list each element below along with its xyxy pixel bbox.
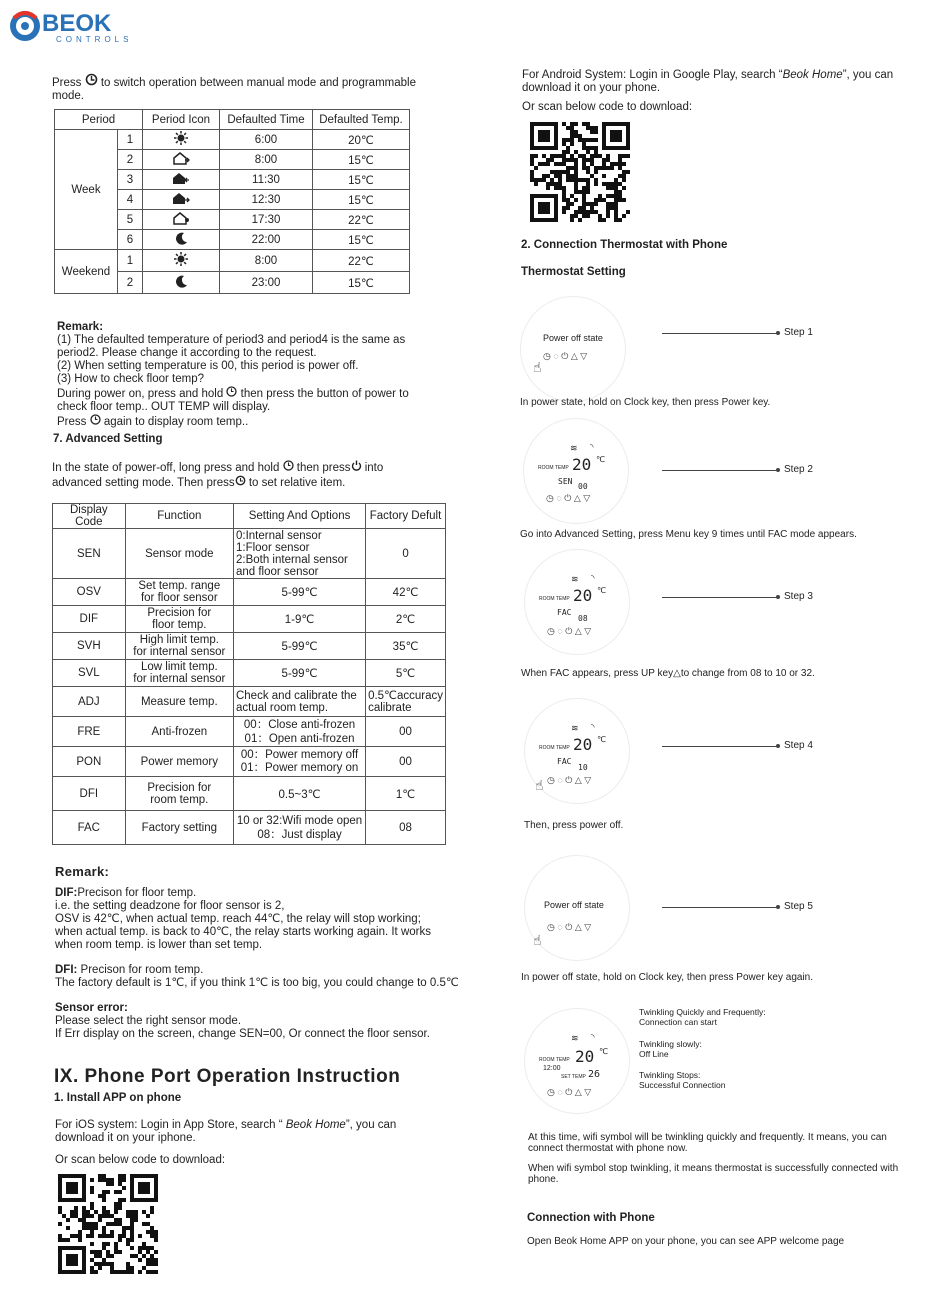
- table-row: 2 8:00 15℃: [55, 150, 410, 170]
- power-icon: [351, 460, 362, 473]
- moon-icon: [143, 230, 220, 250]
- step-4-label: Step 4: [784, 740, 813, 751]
- ios-instructions: For iOS system: Login in App Store, search “ Beok Home”, you can download it on your iphone.: [55, 1119, 397, 1144]
- table-row: DFI Precision for room temp. 0.5~3℃ 1℃: [53, 777, 446, 811]
- install-app-subtitle: 1. Install APP on phone: [54, 1092, 182, 1104]
- table-row: OSV Set temp. range for floor sensor 5-99℃ 42℃: [53, 579, 446, 606]
- step-3-label: Step 3: [784, 591, 813, 602]
- step-5-caption: In power off state, hold on Clock key, then press Power key again.: [521, 972, 814, 983]
- table-row: 5 17:30 22℃: [55, 210, 410, 230]
- hand-pointer-icon: ☝: [533, 932, 542, 948]
- thermostat-device-step-3: ≋ ◝ ROOM TEMP 20 ℃ FAC 08 ◷ ◌ ⏻ △ ▽: [524, 549, 630, 655]
- thermostat-device-step-4: ≋ ◝ ROOM TEMP 20 ℃ FAC 10 ◷ ◌ ⏻ △ ▽ ☝: [524, 698, 630, 804]
- advanced-table: [52, 503, 446, 845]
- wifi-icon: ◝: [590, 442, 594, 452]
- clock-icon: [226, 386, 237, 399]
- step-1-caption: In power state, hold on Clock key, then press Power key.: [520, 397, 771, 408]
- device-buttons: ◷ ◌ ⏻ △ ▽: [547, 1087, 592, 1097]
- wifi-icon: ◝: [591, 1032, 595, 1042]
- heat-icon: ≋: [571, 1033, 579, 1043]
- wifi-icon: ◝: [591, 722, 595, 732]
- mode-switch-icon: [235, 475, 246, 488]
- table-row: SVL Low limit temp. for internal sensor 5-99℃ 5℃: [53, 660, 446, 687]
- ios-qr-code: [58, 1174, 158, 1274]
- connection-title: 2. Connection Thermostat with Phone: [521, 239, 728, 251]
- intro-text: Press to switch operation between manual mode and programmable mode.: [52, 73, 452, 103]
- table-row: 3 11:30 15℃: [55, 170, 410, 190]
- table-row: ADJ Measure temp. Check and calibrate the actual room temp. 0.5℃accuracy calibrate: [53, 687, 446, 717]
- step-2-caption: Go into Advanced Setting, press Menu key 9 times until FAC mode appears.: [520, 529, 857, 540]
- leave-home-icon: [143, 150, 220, 170]
- table-row: SEN Sensor mode 0:Internal sensor 1:Floor sensor 2:Both internal sensor and floor sensor 0: [53, 529, 446, 579]
- table-row: 4 12:30 15℃: [55, 190, 410, 210]
- heat-icon: ≋: [571, 574, 579, 584]
- device-buttons: ◷ ◌ ⏻ △ ▽: [547, 922, 592, 932]
- remark-2-title: Remark:: [55, 864, 110, 879]
- step-4-caption: Then, press power off.: [524, 820, 624, 831]
- leave-home-2-icon: [143, 190, 220, 210]
- mode-switch-icon: [85, 73, 98, 88]
- step-2-label: Step 2: [784, 464, 813, 475]
- home-icon: [143, 210, 220, 230]
- logo-brand: BEOK: [42, 10, 112, 37]
- device-buttons: ◷ ◌ ⏻ △ ▽: [547, 775, 592, 785]
- clock-icon: [283, 460, 294, 473]
- table-row: 6 22:00 15℃: [55, 230, 410, 250]
- wifi-note-2: When wifi symbol stop twinkling, it means thermostat is successfully connected with phone.: [528, 1163, 899, 1185]
- hand-pointer-icon: ☝: [535, 777, 544, 793]
- advanced-table-header: Display Code Function Setting And Options Factory Defult: [53, 504, 446, 529]
- phone-section-title: IX. Phone Port Operation Instruction: [54, 1066, 401, 1087]
- android-instructions: For Android System: Login in Google Play, search “Beok Home”, you can download it on your phone.: [522, 69, 894, 94]
- sun-icon: [143, 130, 220, 150]
- table-row: DIF Precision for floor temp. 1-9℃ 2℃: [53, 606, 446, 633]
- table-row: FRE Anti-frozen 00：Close anti-frozen 01：Open anti-frozen 00: [53, 717, 446, 747]
- step-3-caption: When FAC appears, press UP key△to change from 08 to 10 or 32.: [521, 668, 815, 679]
- device-buttons: ◷ ◌ ⏻ △ ▽: [543, 351, 588, 361]
- clock-icon: [90, 414, 101, 427]
- advanced-text: In the state of power-off, long press and hold then press into advanced setting mode. Then press to set relative item.: [52, 462, 384, 489]
- remark-1: Remark: (1) The defaulted temperature of period3 and period4 is the same as period2. Please change it according to the request. (2) When setting temperature is 00, this period is power off. (3) How to check floor temp? During power on, press and hold then press the button of power to check floor temp.. OUT TEMP will display. Press again to display room temp..: [57, 321, 409, 428]
- period-table-header: Period Period Icon Defaulted Time Defaulted Temp.: [55, 110, 410, 130]
- android-scan-text: Or scan below code to download:: [522, 101, 693, 113]
- wifi-note-1: At this time, wifi symbol will be twinkling quickly and frequently. It means, you can connect thermostat with phone now.: [528, 1132, 887, 1154]
- moon-icon: [143, 272, 220, 294]
- remark-2-body: DIF:Precison for floor temp. i.e. the setting deadzone for floor sensor is 2, OSV is 42℃, when actual temp. reach 44℃, the relay will stop working; when actual temp. is back to 40℃, the relay starts working again. It works when room temp. is lower than set temp. DFI: Precison for room temp. The factory default is 1℃, if you think 1℃ is too big, you could change to 0.5℃ Sensor error: Please select the right sensor mode. If Err display on the screen, change SEN=00, Or connect the floor sensor.: [55, 887, 459, 1040]
- advanced-title: 7. Advanced Setting: [53, 433, 163, 445]
- ios-scan-text: Or scan below code to download:: [55, 1154, 226, 1166]
- beok-logo-icon: [8, 8, 42, 44]
- connection-with-phone-text: Open Beok Home APP on your phone, you can see APP welcome page: [527, 1236, 845, 1247]
- wifi-icon: ◝: [591, 573, 595, 583]
- hand-pointer-icon: ☝: [533, 359, 542, 375]
- twinkle-legend: Twinkling Quickly and Frequently: Connection can start Twinkling slowly: Off Line Twinkling Stops: Successful Connection: [639, 1007, 766, 1090]
- table-row: Weekend 1 8:00 22℃: [55, 250, 410, 272]
- table-row: Week 1 6:00 20℃: [55, 130, 410, 150]
- thermostat-device-step-2: ≋ ◝ ROOM TEMP 20 ℃ SEN 00 ◷ ◌ ⏻ △ ▽: [523, 418, 629, 524]
- heat-icon: ≋: [570, 443, 578, 453]
- beok-logo: [8, 8, 138, 46]
- thermostat-setting-title: Thermostat Setting: [521, 266, 626, 278]
- logo-sub: CONTROLS: [56, 35, 133, 44]
- connection-with-phone-title: Connection with Phone: [527, 1212, 655, 1224]
- table-row: SVH High limit temp. for internal sensor 5-99℃ 35℃: [53, 633, 446, 660]
- step-5-label: Step 5: [784, 901, 813, 912]
- device-buttons: ◷ ◌ ⏻ △ ▽: [547, 626, 592, 636]
- thermostat-device-wifi: ≋ ◝ ROOM TEMP 20 ℃ 12:00 SET TEMP 26 ◷ ◌ ⏻ △ ▽: [524, 1008, 630, 1114]
- table-row: PON Power memory 00：Power memory off 01：Power memory on 00: [53, 747, 446, 777]
- return-home-icon: [143, 170, 220, 190]
- table-row: 2 23:00 15℃: [55, 272, 410, 294]
- thermostat-device-step-5: Power off state ◷ ◌ ⏻ △ ▽ ☝: [524, 855, 630, 961]
- android-qr-code: [530, 122, 630, 222]
- table-row: FAC Factory setting 10 or 32:Wifi mode open 08：Just display 08: [53, 811, 446, 845]
- device-buttons: ◷ ◌ ⏻ △ ▽: [546, 493, 591, 503]
- up-arrow-icon: △: [673, 668, 681, 679]
- thermostat-device-step-1: Power off state ◷ ◌ ⏻ △ ▽ ☝: [520, 296, 626, 402]
- step-1-label: Step 1: [784, 327, 813, 338]
- heat-icon: ≋: [571, 723, 579, 733]
- period-table: [54, 109, 410, 294]
- sun-icon: [143, 250, 220, 272]
